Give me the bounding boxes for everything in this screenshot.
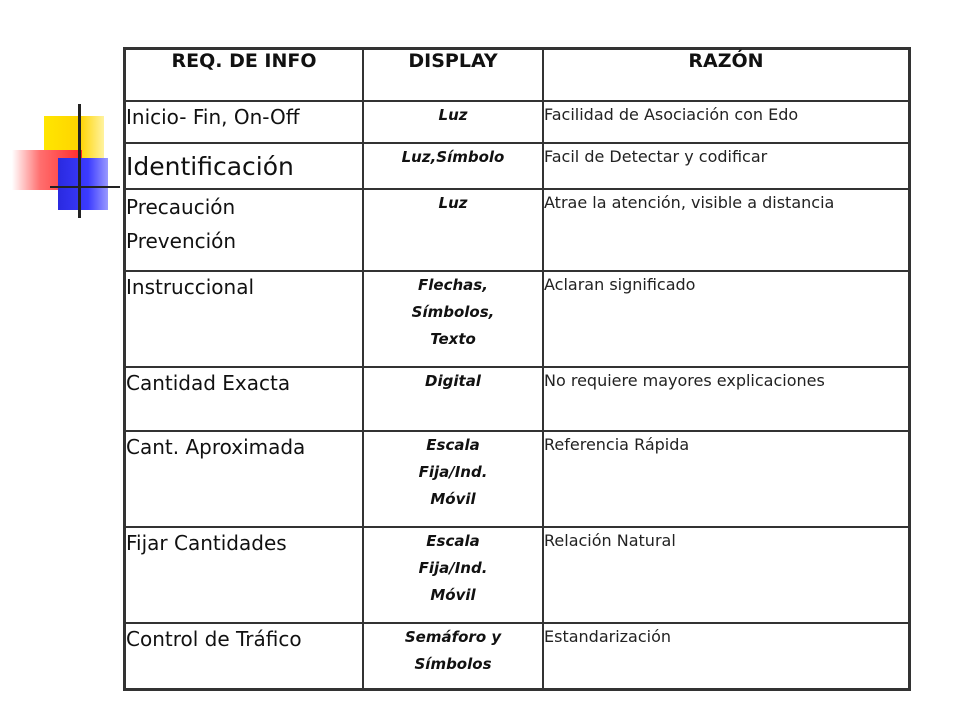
requirements-table [123,47,911,691]
razon-cell: Relación Natural [543,527,910,623]
table-row [125,101,910,143]
table-row [125,271,910,367]
table-row [125,527,910,623]
razon-cell: Aclaran significado [543,271,910,367]
header-razon: RAZÓN [543,49,910,102]
razon-cell: No requiere mayores explicaciones [543,367,910,431]
display-cell: Digital [363,367,543,431]
display-cell: Escala Fija/Ind. Móvil [363,527,543,623]
req-cell: Instruccional [125,271,364,367]
razon-cell: Referencia Rápida [543,431,910,527]
display-cell: Escala Fija/Ind. Móvil [363,431,543,527]
header-req-de-info: REQ. DE INFO [125,49,364,102]
table-header-row [125,49,910,102]
table-row [125,431,910,527]
razon-cell: Facilidad de Asociación con Edo [543,101,910,143]
razon-cell: Atrae la atención, visible a distancia [543,189,910,271]
req-cell: Fijar Cantidades [125,527,364,623]
table-row [125,143,910,189]
req-cell: Precaución Prevención [125,189,364,271]
req-cell: Inicio- Fin, On-Off [125,101,364,143]
razon-cell: Estandarización [543,623,910,689]
table-row [125,189,910,271]
decorative-squares [0,0,130,230]
display-cell: Luz [363,101,543,143]
display-cell: Luz [363,189,543,271]
horizontal-line-shape [50,186,120,188]
display-cell: Semáforo y Símbolos [363,623,543,689]
display-cell: Luz,Símbolo [363,143,543,189]
razon-cell: Facil de Detectar y codificar [543,143,910,189]
req-cell: Cantidad Exacta [125,367,364,431]
req-cell: Cant. Aproximada [125,431,364,527]
req-cell: Identificación [125,143,364,189]
table-row [125,623,910,689]
req-cell: Control de Tráfico [125,623,364,689]
header-display: DISPLAY [363,49,543,102]
table-row [125,367,910,431]
blue-square-shape [58,158,108,210]
vertical-line-shape [78,104,81,218]
display-cell: Flechas, Símbolos, Texto [363,271,543,367]
